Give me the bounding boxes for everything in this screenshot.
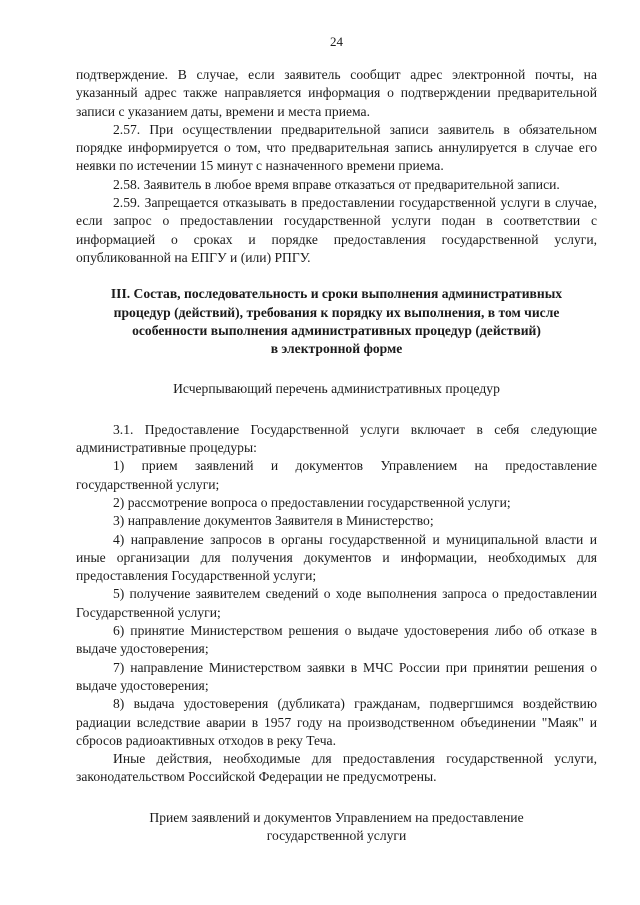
list-item: 4) направление запросов в органы государственной и муниципальной власти и иные организации для получения документов и информации, необходимых для предоставления Государственной услуги;	[76, 531, 597, 584]
subheading: Исчерпывающий перечень административных процедур	[173, 381, 500, 397]
procedure-list	[76, 421, 597, 787]
list-item: 8) выдача удостоверения (дубликата) гражданам, подвергшимся воздействию радиации вследствие аварии в 1957 году на производственном объединении "Маяк" и сбросов радиоактивных отходов в реку Теча.	[76, 696, 597, 748]
list-item: 7) направление Министерством заявки в МЧС России при принятии решения о выдаче удостоверения;	[76, 659, 597, 693]
list-item: 3) направление документов Заявителя в Министерство;	[113, 513, 434, 529]
bottom-heading-line: Прием заявлений и документов Управлением на предоставление	[149, 809, 524, 825]
list-item: 6) принятие Министерством решения о выдаче удостоверения либо об отказе в выдаче удостоверения;	[76, 623, 597, 657]
section-heading	[76, 285, 597, 358]
section-heading-line: в электронной форме	[270, 341, 403, 357]
section-heading-line: процедур (действий), требования к порядку их выполнения, в том числе	[113, 304, 560, 320]
paragraph: подтверждение. В случае, если заявитель сообщит адрес электронной почты, на указанный адрес также направляется информация о подтверждении предварительной записи с указанием даты, времени и места приема.	[76, 67, 597, 119]
section-heading-line: особенности выполнения административных процедур (действий)	[132, 322, 541, 338]
list-item: Иные действия, необходимые для предоставления государственной услуги, законодательством Российской Федерации не предусмотрены.	[76, 751, 597, 785]
list-item: 1) прием заявлений и документов Управлением на предоставление государственной услуги;	[76, 458, 597, 492]
paragraph: 2.58. Заявитель в любое время вправе отказаться от предварительной записи.	[113, 176, 560, 192]
paragraph: 2.57. При осуществлении предварительной записи заявитель в обязательном порядке информируется о том, что предварительная запись аннулируется в случае его неявки по истечении 15 минут с назначенного времени приема.	[76, 121, 597, 174]
document-page	[76, 34, 597, 845]
list-item: 3.1. Предоставление Государственной услуги включает в себя следующие административные процедуры:	[76, 421, 597, 456]
list-item: 2) рассмотрение вопроса о предоставлении государственной услуги;	[113, 494, 511, 510]
paragraph: 2.59. Запрещается отказывать в предоставлении государственной услуги в случае, если запрос о предоставлении государственной услуги подан в соответствии с информацией о сроках и порядке предоставления государственной услуги, опубликованной на ЕПГУ и (или) РПГУ.	[76, 195, 597, 265]
bottom-heading	[76, 809, 597, 846]
section-heading-line: III. Состав, последовательность и сроки выполнения административных	[110, 286, 563, 302]
bottom-heading-line: государственной услуги	[266, 827, 407, 843]
page-number: 24	[330, 34, 343, 49]
top-paragraphs	[76, 66, 597, 267]
list-item: 5) получение заявителем сведений о ходе выполнения запроса о предоставлении Государственной услуги;	[76, 586, 597, 620]
